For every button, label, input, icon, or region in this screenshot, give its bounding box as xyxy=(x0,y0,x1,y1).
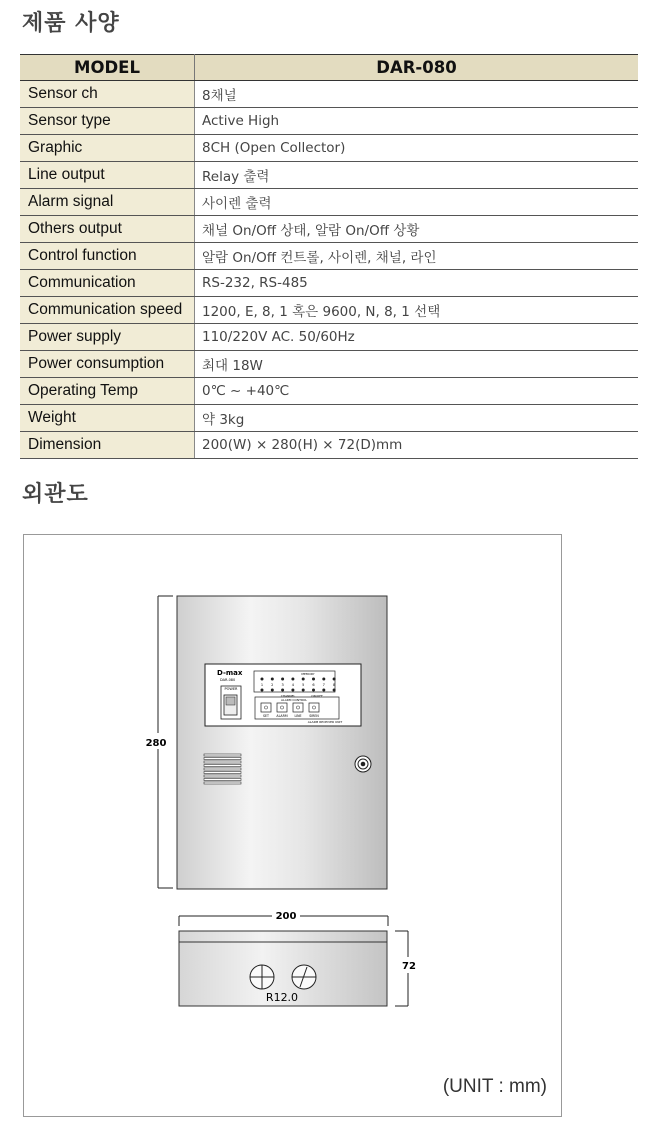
spec-row xyxy=(20,432,638,459)
vent-slot xyxy=(204,775,241,777)
vent-slot xyxy=(204,758,241,760)
model-header-value: DAR-080 xyxy=(195,55,639,81)
height-dimension xyxy=(142,596,173,888)
model-header-label: MODEL xyxy=(20,55,195,81)
spec-row xyxy=(20,162,638,189)
spec-label: Dimension xyxy=(20,432,195,459)
spec-label: Others output xyxy=(20,216,195,243)
spec-value: 110/220V AC. 50/60Hz xyxy=(195,324,639,351)
channel-led xyxy=(281,689,284,692)
spec-value: 1200, E, 8, 1 혹은 9600, N, 8, 1 선택 xyxy=(195,297,639,324)
channel-led xyxy=(271,689,274,692)
spec-label: Operating Temp xyxy=(20,378,195,405)
spec-row xyxy=(20,297,638,324)
cable-hole-right-icon xyxy=(292,965,316,989)
spec-value: 8채널 xyxy=(195,81,639,108)
spec-value: Active High xyxy=(195,108,639,135)
panel-button xyxy=(261,703,271,712)
memory-led xyxy=(281,678,284,681)
cabinet-front xyxy=(177,596,387,889)
alarm-control-label: ALARM CONTROL xyxy=(280,698,308,702)
panel-button xyxy=(293,703,303,712)
spec-value: 사이렌 출력 xyxy=(195,189,639,216)
channel-number: 2 xyxy=(271,683,274,687)
spec-label: Communication xyxy=(20,270,195,297)
channel-number: 7 xyxy=(322,683,325,687)
spec-section-title: 제품 사양 xyxy=(22,11,120,36)
memory-led xyxy=(312,678,315,681)
spec-row xyxy=(20,135,638,162)
width-label: 200 xyxy=(275,911,297,922)
memory-led xyxy=(333,678,336,681)
spec-label: Line output xyxy=(20,162,195,189)
vent-slot xyxy=(204,779,241,781)
spec-value: 최대 18W xyxy=(195,351,639,378)
spec-row xyxy=(20,243,638,270)
channel-led xyxy=(333,689,336,692)
spec-value: 8CH (Open Collector) xyxy=(195,135,639,162)
spec-value: RS-232, RS-485 xyxy=(195,270,639,297)
vent-grille xyxy=(204,754,241,784)
channel-number: 6 xyxy=(312,683,315,687)
panel-button-label: ALARM xyxy=(276,714,288,718)
spec-value: 200(W) × 280(H) × 72(D)mm xyxy=(195,432,639,459)
exterior-drawing xyxy=(24,535,563,1118)
spec-row xyxy=(20,81,638,108)
spec-label: Sensor ch xyxy=(20,81,195,108)
spec-value: 채널 On/Off 상태, 알람 On/Off 상황 xyxy=(195,216,639,243)
spec-label: Power supply xyxy=(20,324,195,351)
panel-model-text: DAR-080 xyxy=(220,678,236,682)
panel-button xyxy=(277,703,287,712)
vent-slot xyxy=(204,765,241,767)
channel-label: CHANNEL xyxy=(280,694,296,698)
channel-led xyxy=(322,689,325,692)
memory-led xyxy=(322,678,325,681)
spec-table xyxy=(20,54,638,459)
channel-number: 8 xyxy=(332,683,336,687)
front-view xyxy=(142,596,387,889)
spec-label: Sensor type xyxy=(20,108,195,135)
panel-button-label: SIREN xyxy=(309,714,319,718)
channel-number: 5 xyxy=(302,683,305,687)
power-label: POWER xyxy=(224,687,238,691)
control-panel xyxy=(205,664,361,726)
onoff-label: ON/OFF xyxy=(311,694,323,698)
spec-row xyxy=(20,324,638,351)
spec-row xyxy=(20,405,638,432)
exterior-drawing-frame xyxy=(23,534,562,1117)
memory-label: MEMORY xyxy=(301,672,315,676)
spec-row xyxy=(20,351,638,378)
height-label: 280 xyxy=(145,738,167,749)
vent-slot xyxy=(204,782,241,784)
panel-footer-label: ALARM RECEIVER UNIT xyxy=(307,720,343,724)
panel-button xyxy=(309,703,319,712)
bottom-view xyxy=(179,907,420,1006)
spec-value: 약 3kg xyxy=(195,405,639,432)
channel-led xyxy=(312,689,315,692)
panel-button-label: LINE xyxy=(294,714,302,718)
spec-label: Communication speed xyxy=(20,297,195,324)
channel-number: 1 xyxy=(260,683,264,687)
spec-label: Alarm signal xyxy=(20,189,195,216)
spec-value: 알람 On/Off 컨트롤, 사이렌, 채널, 라인 xyxy=(195,243,639,270)
channel-number: 4 xyxy=(291,683,295,687)
memory-led xyxy=(261,678,264,681)
panel-button-label: SET xyxy=(263,714,269,718)
key-lock-icon xyxy=(355,756,371,772)
cable-hole-left-icon xyxy=(250,965,274,989)
vent-slot xyxy=(204,768,241,770)
spec-label: Weight xyxy=(20,405,195,432)
spec-row xyxy=(20,270,638,297)
spec-label: Power consumption xyxy=(20,351,195,378)
spec-value: Relay 출력 xyxy=(195,162,639,189)
spec-row xyxy=(20,189,638,216)
memory-led xyxy=(291,678,294,681)
spec-value: 0℃ ~ +40℃ xyxy=(195,378,639,405)
exterior-section-title: 외관도 xyxy=(22,482,89,507)
vent-slot xyxy=(204,772,241,774)
brand-logo-text: D-max xyxy=(217,669,243,677)
spec-label: Graphic xyxy=(20,135,195,162)
unit-label: (UNIT : mm) xyxy=(442,1076,547,1097)
channel-led xyxy=(302,689,305,692)
channel-number: 3 xyxy=(281,683,284,687)
memory-led xyxy=(271,678,274,681)
vent-slot xyxy=(204,754,241,756)
channel-led xyxy=(261,689,264,692)
spec-row xyxy=(20,378,638,405)
memory-led xyxy=(302,678,305,681)
spec-table-header xyxy=(20,55,638,81)
spec-row xyxy=(20,108,638,135)
channel-led xyxy=(291,689,294,692)
width-dimension xyxy=(179,907,388,926)
radius-label: R12.0 xyxy=(265,991,299,1004)
depth-dimension xyxy=(395,931,420,1006)
spec-row xyxy=(20,216,638,243)
depth-label: 72 xyxy=(402,961,416,972)
spec-label: Control function xyxy=(20,243,195,270)
vent-slot xyxy=(204,761,241,763)
